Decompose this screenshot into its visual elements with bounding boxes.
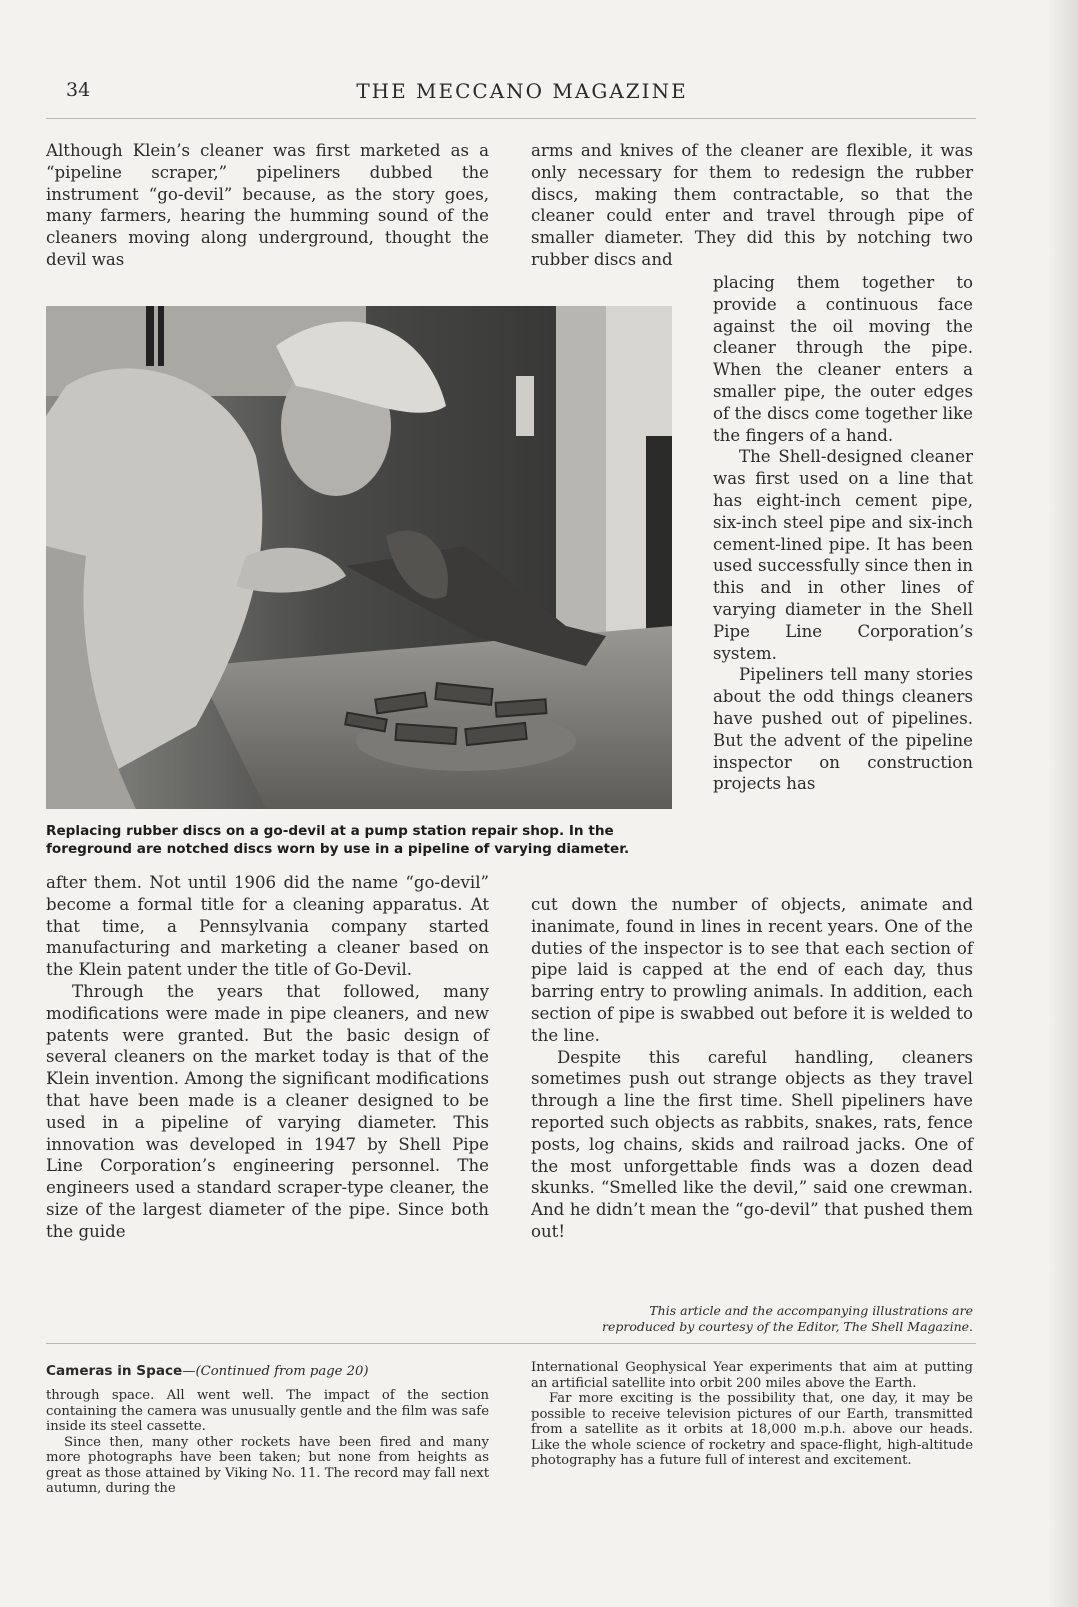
- article-right-narrow: [713, 272, 973, 795]
- section-rule: [46, 1343, 976, 1344]
- page-number: 34: [66, 79, 91, 101]
- article-right-bottom: [531, 894, 973, 1243]
- article-paragraph: Pipeliners tell many stories about the odd things cleaners have pushed out of pipelines. But the advent of the pipeline inspector on construction projects has: [713, 665, 973, 794]
- article-paragraph: The Shell-designed cleaner was first used on a line that has eight-inch cement pipe, six-inch steel pipe and six-inch cement-lined pipe. It has been used successfully since then in this and in other lines of varying diameter in the Shell Pipe Line Corporation’s system.: [713, 447, 973, 663]
- article-credit: [531, 1303, 973, 1335]
- continuation-paragraph: International Geophysical Year experiments that aim at putting an artificial satellite into orbit 200 miles above the Earth.: [531, 1360, 973, 1391]
- article-paragraph: after them. Not until 1906 did the name “go-devil” become a formal title for a cleaning apparatus. At that time, a Pennsylvania company started manufacturing and marketing a cleaner based on the Klein patent under the title of Go-Devil.: [46, 873, 489, 980]
- continuation-heading: [46, 1360, 489, 1379]
- photo-caption: Replacing rubber discs on a go-devil at a pump station repair shop. In the foreground are notched discs worn by use in a pipeline of varying diameter.: [46, 823, 630, 857]
- article-paragraph: arms and knives of the cleaner are flexible, it was only necessary for them to redesign the rubber discs, making them contractable, so that the cleaner could enter and travel through pipe of smaller diameter. They did this by notching two rubber discs and: [531, 141, 973, 269]
- continuation-paragraph: Far more exciting is the possibility that, one day, it may be possible to receive television pictures of our Earth, transmitted from a satellite as it orbits at 18,000 m.p.h. above our heads. Like the whole science of rocketry and space-flight, high-altitude photography has a future full of interest and excitement.: [531, 1391, 973, 1468]
- article-right-top: [531, 140, 973, 271]
- go-devil-repair-photo: [46, 306, 672, 809]
- cameras-in-space-left: [46, 1360, 489, 1497]
- page-edge-shadow: [1048, 0, 1078, 1607]
- article-paragraph: Through the years that followed, many modifications were made in pipe cleaners, and new patents were granted. But the basic design of several cleaners on the market today is that of the Klein invention. Among the significant modifications that have been made is a cleaner designed to be used in a pipeline of varying diameter. This innovation was developed in 1947 by Shell Pipe Line Corporation’s engineering personnel. The engineers used a standard scraper-type cleaner, the size of the largest diameter of the pipe. Since both the guide: [46, 981, 489, 1241]
- credit-line: reproduced by courtesy of the Editor, The Shell Magazine.: [601, 1319, 973, 1334]
- page-header: [66, 79, 978, 113]
- article-paragraph: placing them together to provide a continuous face against the oil moving the cleaner through the pipe. When the cleaner enters a smaller pipe, the outer edges of the discs come together like the fingers of a hand.: [713, 273, 973, 445]
- credit-line: This article and the accompanying illustrations are: [649, 1303, 973, 1318]
- continuation-note: —(Continued from page 20): [182, 1364, 369, 1379]
- continuation-title: Cameras in Space: [46, 1363, 183, 1379]
- article-paragraph: cut down the number of objects, animate and inanimate, found in lines in recent years. One of the duties of the inspector is to see that each section of pipe laid is capped at the end of each day, thus barring entry to prowling animals. In addition, each section of pipe is swabbed out before it is welded to the line.: [531, 895, 973, 1045]
- article-left-top: [46, 140, 489, 271]
- article-paragraph: Although Klein’s cleaner was first marketed as a “pipeline scraper,” pipeliners dubbed the instrument “go-devil” because, as the story goes, many farmers, hearing the humming sound of the cleaners moving along underground, thought the devil was: [46, 141, 489, 269]
- cameras-in-space-right: [531, 1360, 973, 1469]
- continuation-paragraph: through space. All went well. The impact of the section containing the camera was unusually gentle and the film was safe inside its steel cassette.: [46, 1388, 489, 1434]
- magazine-title: THE MECCANO MAGAZINE: [356, 79, 688, 103]
- continuation-paragraph: Since then, many other rockets have been fired and many more photographs have been taken; but none from heights as great as those attained by Viking No. 11. The record may fall next autumn, during the: [46, 1434, 489, 1496]
- article-left-bottom: [46, 872, 489, 1243]
- article-paragraph: Despite this careful handling, cleaners sometimes push out strange objects as they travel through a line the first time. Shell pipeliners have reported such objects as rabbits, snakes, rats, fence posts, log chains, skids and railroad jacks. One of the most unforgettable finds was a dozen dead skunks. “Smelled like the devil,” said one crewman. And he didn’t mean the “go-devil” that pushed them out!: [531, 1047, 973, 1241]
- header-rule: [46, 118, 976, 119]
